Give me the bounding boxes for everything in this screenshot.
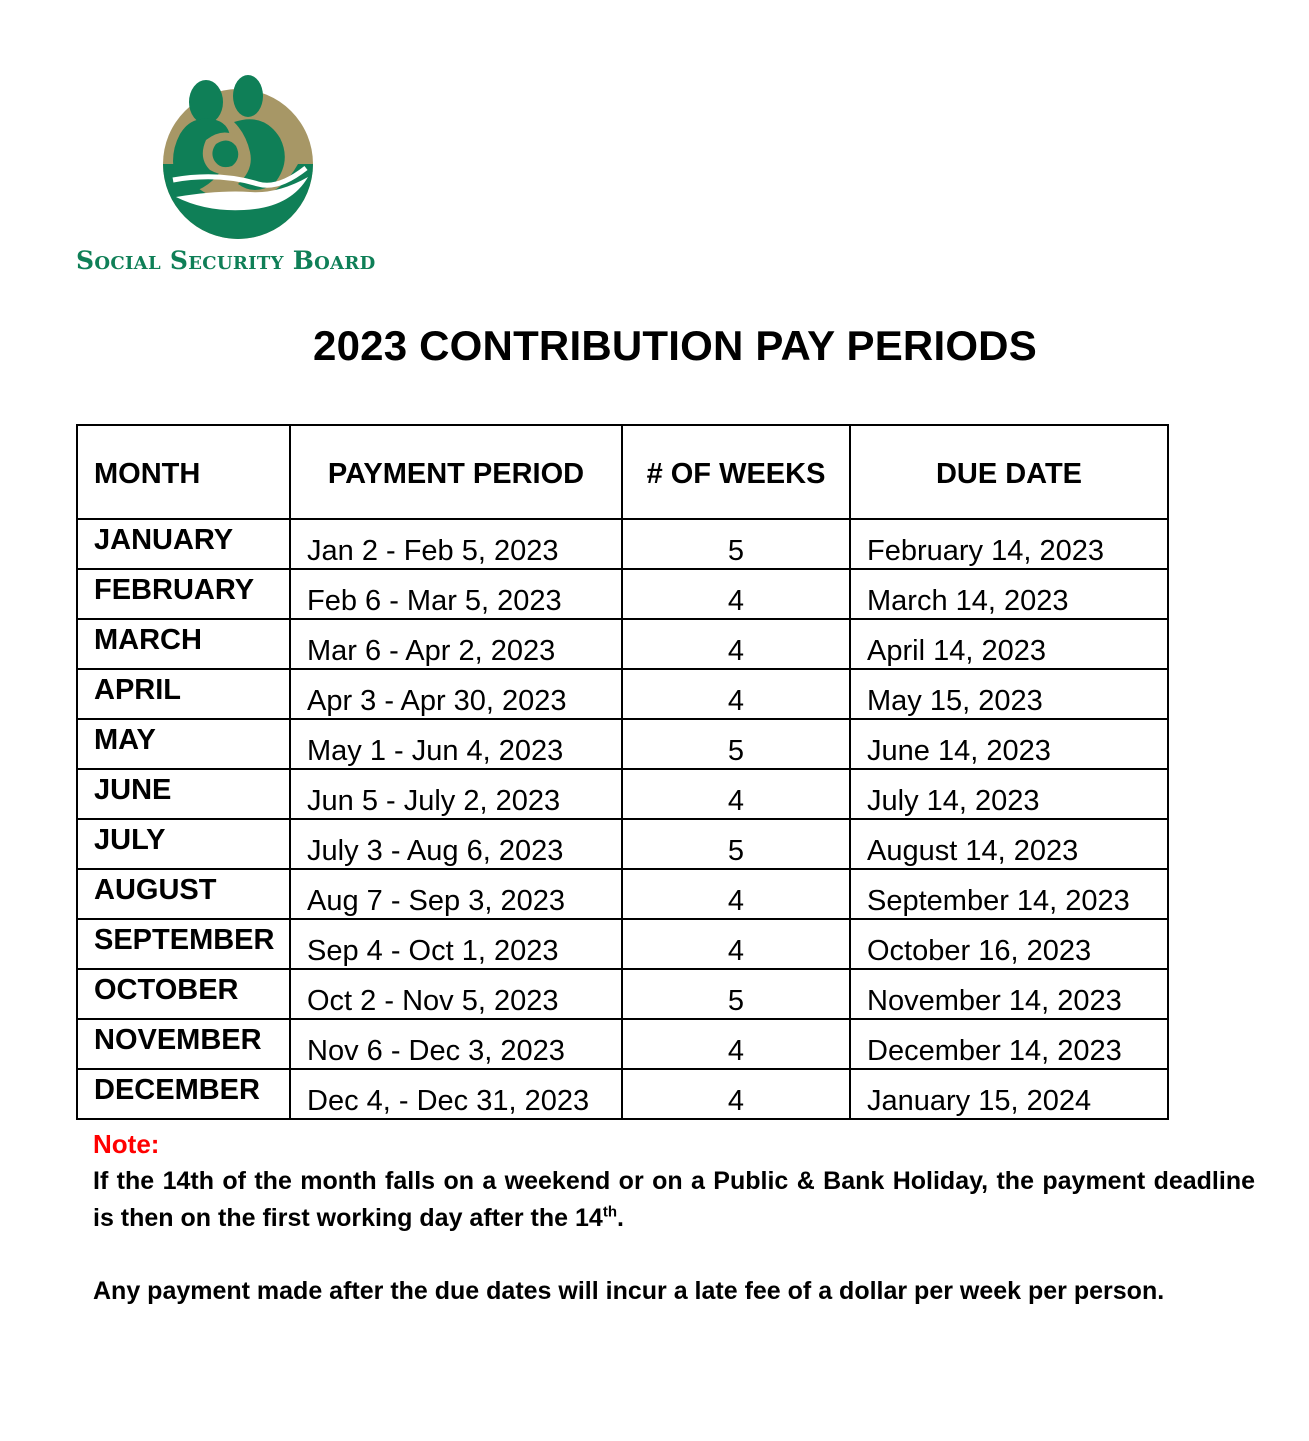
table-row: [77, 1069, 1168, 1119]
holiday-note-period: .: [617, 1204, 624, 1232]
payment-period-cell: Nov 6 - Dec 3, 2023: [290, 1019, 622, 1069]
month-cell: FEBRUARY: [77, 569, 290, 619]
weeks-cell: 4: [622, 669, 850, 719]
weeks-cell: 5: [622, 519, 850, 569]
month-cell: APRIL: [77, 669, 290, 719]
month-cell: NOVEMBER: [77, 1019, 290, 1069]
payment-period-cell: Apr 3 - Apr 30, 2023: [290, 669, 622, 719]
late-fee-note: Any payment made after the due dates will incur a late fee of a dollar per week per person.: [93, 1277, 1165, 1305]
month-cell: JANUARY: [77, 519, 290, 569]
ordinal-suffix: th: [602, 1203, 617, 1221]
column-header-due-date: DUE DATE: [850, 425, 1168, 519]
due-date-cell: December 14, 2023: [850, 1019, 1168, 1069]
due-date-cell: August 14, 2023: [850, 819, 1168, 869]
payment-period-cell: Jun 5 - July 2, 2023: [290, 769, 622, 819]
month-cell: OCTOBER: [77, 969, 290, 1019]
family-hands-logo-icon: [158, 72, 318, 247]
weeks-cell: 4: [622, 1019, 850, 1069]
due-date-cell: November 14, 2023: [850, 969, 1168, 1019]
weeks-cell: 4: [622, 1069, 850, 1119]
weeks-cell: 5: [622, 719, 850, 769]
column-header-month: MONTH: [77, 425, 290, 519]
table-row: [77, 719, 1168, 769]
due-date-cell: May 15, 2023: [850, 669, 1168, 719]
weeks-cell: 4: [622, 919, 850, 969]
table-row: [77, 769, 1168, 819]
organization-name: Social Security Board: [76, 246, 376, 275]
weeks-cell: 4: [622, 569, 850, 619]
table-row: [77, 569, 1168, 619]
due-date-cell: October 16, 2023: [850, 919, 1168, 969]
due-date-cell: January 15, 2024: [850, 1069, 1168, 1119]
holiday-note-text: If the 14th of the month falls on a weekend or on a Public & Bank Holiday, the payment deadline is then on the first working day after the 14: [93, 1167, 1255, 1232]
month-cell: MARCH: [77, 619, 290, 669]
table-row: [77, 819, 1168, 869]
month-cell: JULY: [77, 819, 290, 869]
due-date-cell: July 14, 2023: [850, 769, 1168, 819]
payment-period-cell: Oct 2 - Nov 5, 2023: [290, 969, 622, 1019]
weeks-cell: 4: [622, 619, 850, 669]
holiday-note: [93, 1163, 1255, 1237]
month-cell: SEPTEMBER: [77, 919, 290, 969]
payment-period-cell: Dec 4, - Dec 31, 2023: [290, 1069, 622, 1119]
table-row: [77, 969, 1168, 1019]
weeks-cell: 5: [622, 819, 850, 869]
note-label: Note:: [93, 1129, 160, 1159]
page-title: 2023 CONTRIBUTION PAY PERIODS: [313, 322, 1037, 369]
month-cell: DECEMBER: [77, 1069, 290, 1119]
payment-period-cell: May 1 - Jun 4, 2023: [290, 719, 622, 769]
month-cell: JUNE: [77, 769, 290, 819]
due-date-cell: April 14, 2023: [850, 619, 1168, 669]
pay-periods-table: [76, 424, 1169, 1120]
due-date-cell: September 14, 2023: [850, 869, 1168, 919]
weeks-cell: 5: [622, 969, 850, 1019]
table-row: [77, 869, 1168, 919]
column-header-weeks: # OF WEEKS: [622, 425, 850, 519]
payment-period-cell: Sep 4 - Oct 1, 2023: [290, 919, 622, 969]
due-date-cell: June 14, 2023: [850, 719, 1168, 769]
table-row: [77, 619, 1168, 669]
table-row: [77, 1019, 1168, 1069]
table-row: [77, 519, 1168, 569]
notes-section: [93, 1126, 1255, 1310]
due-date-cell: February 14, 2023: [850, 519, 1168, 569]
due-date-cell: March 14, 2023: [850, 569, 1168, 619]
social-security-board-logo: [76, 70, 406, 280]
weeks-cell: 4: [622, 769, 850, 819]
weeks-cell: 4: [622, 869, 850, 919]
payment-period-cell: Aug 7 - Sep 3, 2023: [290, 869, 622, 919]
payment-period-cell: Jan 2 - Feb 5, 2023: [290, 519, 622, 569]
column-header-payment-period: PAYMENT PERIOD: [290, 425, 622, 519]
payment-period-cell: Mar 6 - Apr 2, 2023: [290, 619, 622, 669]
month-cell: AUGUST: [77, 869, 290, 919]
payment-period-cell: Feb 6 - Mar 5, 2023: [290, 569, 622, 619]
payment-period-cell: July 3 - Aug 6, 2023: [290, 819, 622, 869]
table-header-row: [77, 425, 1168, 519]
month-cell: MAY: [77, 719, 290, 769]
table-row: [77, 669, 1168, 719]
table-row: [77, 919, 1168, 969]
